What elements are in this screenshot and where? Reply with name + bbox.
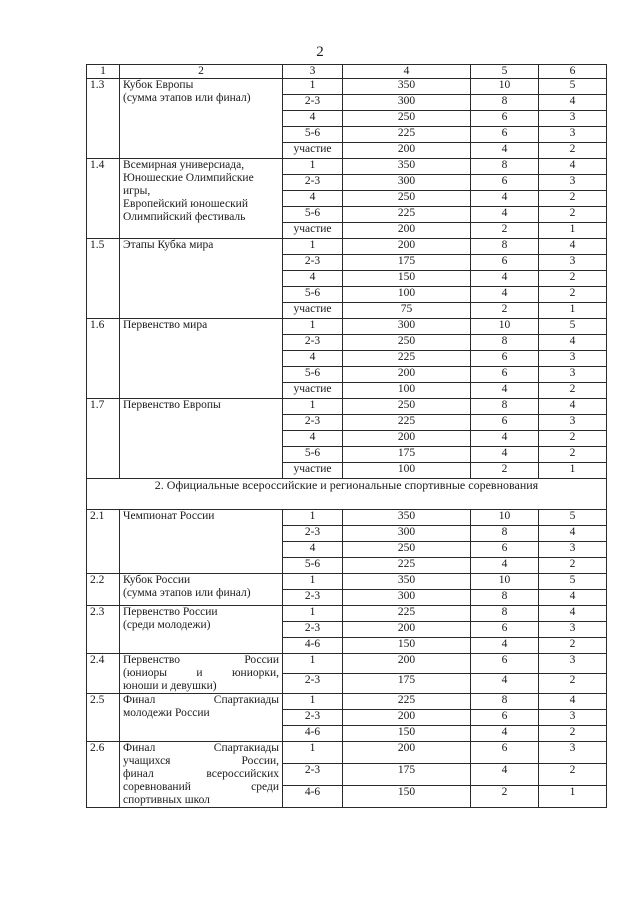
points-6-cell: 5 (539, 319, 607, 335)
table-row (87, 654, 607, 674)
section-heading: 2. Официальные всероссийские и региональные спортивные соревнования (87, 479, 607, 510)
points-4-cell: 200 (343, 431, 471, 447)
points-6-cell: 1 (539, 786, 607, 808)
scoring-table (86, 64, 607, 808)
points-5-cell: 6 (471, 654, 539, 674)
item-number: 1.5 (87, 239, 120, 319)
competition-name (120, 654, 283, 694)
points-4-cell: 350 (343, 79, 471, 95)
competition-name-line: Европейский юношеский (123, 198, 248, 210)
competition-name-line: Финал Спартакиады (123, 742, 279, 754)
points-4-cell: 200 (343, 239, 471, 255)
points-4-cell: 350 (343, 574, 471, 590)
points-4-cell: 175 (343, 764, 471, 786)
points-5-cell: 8 (471, 159, 539, 175)
place-cell: 1 (283, 654, 343, 674)
points-6-cell: 1 (539, 223, 607, 239)
points-6-cell: 4 (539, 239, 607, 255)
table-row (87, 510, 607, 526)
points-5-cell: 10 (471, 574, 539, 590)
place-cell: 2-3 (283, 95, 343, 111)
points-4-cell: 200 (343, 223, 471, 239)
place-cell: 1 (283, 159, 343, 175)
points-4-cell: 250 (343, 191, 471, 207)
points-4-cell: 225 (343, 694, 471, 710)
points-6-cell: 1 (539, 463, 607, 479)
item-number: 2.1 (87, 510, 120, 574)
points-6-cell: 3 (539, 351, 607, 367)
points-6-cell: 3 (539, 175, 607, 191)
points-6-cell: 2 (539, 764, 607, 786)
table-row (87, 79, 607, 95)
points-4-cell: 225 (343, 558, 471, 574)
competition-name (120, 574, 283, 606)
place-cell: 1 (283, 79, 343, 95)
points-5-cell: 6 (471, 710, 539, 726)
points-4-cell: 175 (343, 255, 471, 271)
place-cell: 1 (283, 510, 343, 526)
item-number: 2.4 (87, 654, 120, 694)
competition-name-line: игры, (123, 185, 151, 197)
place-cell: 1 (283, 694, 343, 710)
points-5-cell: 6 (471, 255, 539, 271)
points-5-cell: 6 (471, 622, 539, 638)
points-6-cell: 3 (539, 127, 607, 143)
points-4-cell: 250 (343, 542, 471, 558)
competition-name-line: Кубок России (123, 574, 191, 586)
place-cell: 4 (283, 111, 343, 127)
points-5-cell: 6 (471, 742, 539, 764)
points-4-cell: 300 (343, 95, 471, 111)
points-4-cell: 225 (343, 207, 471, 223)
points-6-cell: 4 (539, 335, 607, 351)
points-6-cell: 2 (539, 271, 607, 287)
points-4-cell: 300 (343, 590, 471, 606)
table-row (87, 319, 607, 335)
column-number-row (87, 65, 607, 79)
points-6-cell: 4 (539, 526, 607, 542)
points-4-cell: 300 (343, 526, 471, 542)
points-6-cell: 3 (539, 542, 607, 558)
points-5-cell: 4 (471, 674, 539, 694)
points-4-cell: 350 (343, 510, 471, 526)
points-4-cell: 200 (343, 742, 471, 764)
place-cell: 1 (283, 399, 343, 415)
points-6-cell: 3 (539, 255, 607, 271)
place-cell: 2-3 (283, 335, 343, 351)
points-4-cell: 150 (343, 786, 471, 808)
points-6-cell: 2 (539, 287, 607, 303)
column-number: 5 (471, 65, 539, 79)
place-cell: 2-3 (283, 526, 343, 542)
place-cell: 1 (283, 606, 343, 622)
place-cell: 4-6 (283, 638, 343, 654)
points-4-cell: 250 (343, 399, 471, 415)
competition-name-line: учащихся России, (123, 755, 279, 767)
points-6-cell: 3 (539, 415, 607, 431)
points-5-cell: 8 (471, 95, 539, 111)
points-6-cell: 2 (539, 447, 607, 463)
place-cell: 2-3 (283, 622, 343, 638)
points-5-cell: 6 (471, 351, 539, 367)
competition-name-line: юноши и девушки) (123, 680, 217, 692)
points-4-cell: 150 (343, 271, 471, 287)
item-number: 2.6 (87, 742, 120, 808)
place-cell: 4 (283, 271, 343, 287)
points-6-cell: 2 (539, 143, 607, 159)
points-5-cell: 8 (471, 606, 539, 622)
points-5-cell: 4 (471, 143, 539, 159)
points-4-cell: 200 (343, 143, 471, 159)
place-cell: участие (283, 143, 343, 159)
points-5-cell: 2 (471, 463, 539, 479)
points-5-cell: 6 (471, 127, 539, 143)
place-cell: 4 (283, 351, 343, 367)
column-number: 4 (343, 65, 471, 79)
competition-name-line: Первенство мира (123, 319, 208, 331)
points-4-cell: 225 (343, 127, 471, 143)
points-4-cell: 75 (343, 303, 471, 319)
points-6-cell: 3 (539, 111, 607, 127)
points-5-cell: 6 (471, 111, 539, 127)
competition-name (120, 159, 283, 239)
page-number: 2 (316, 44, 324, 60)
points-6-cell: 2 (539, 383, 607, 399)
competition-name-line: Финал Спартакиады (123, 694, 279, 706)
points-5-cell: 6 (471, 367, 539, 383)
points-5-cell: 4 (471, 764, 539, 786)
competition-name-line: (юниоры и юниорки, (123, 667, 279, 679)
points-6-cell: 3 (539, 710, 607, 726)
points-5-cell: 6 (471, 542, 539, 558)
competition-name-line: Чемпионат России (123, 510, 215, 522)
points-5-cell: 8 (471, 335, 539, 351)
points-5-cell: 4 (471, 191, 539, 207)
points-6-cell: 3 (539, 742, 607, 764)
points-6-cell: 2 (539, 431, 607, 447)
column-number: 2 (120, 65, 283, 79)
points-6-cell: 5 (539, 79, 607, 95)
points-5-cell: 4 (471, 558, 539, 574)
place-cell: 2-3 (283, 674, 343, 694)
place-cell: 4 (283, 431, 343, 447)
points-6-cell: 2 (539, 726, 607, 742)
place-cell: участие (283, 223, 343, 239)
competition-name (120, 694, 283, 742)
points-4-cell: 200 (343, 654, 471, 674)
place-cell: 1 (283, 742, 343, 764)
points-4-cell: 100 (343, 287, 471, 303)
competition-name-line: Всемирная универсиада, (123, 159, 245, 171)
place-cell: 5-6 (283, 207, 343, 223)
competition-name (120, 742, 283, 808)
place-cell: 2-3 (283, 255, 343, 271)
competition-name-line: Первенство России (123, 654, 279, 666)
points-4-cell: 175 (343, 674, 471, 694)
section-heading-row (87, 479, 607, 510)
points-6-cell: 3 (539, 622, 607, 638)
place-cell: участие (283, 463, 343, 479)
competition-name (120, 399, 283, 479)
points-5-cell: 4 (471, 638, 539, 654)
points-4-cell: 200 (343, 622, 471, 638)
item-number: 2.3 (87, 606, 120, 654)
points-4-cell: 350 (343, 159, 471, 175)
points-5-cell: 4 (471, 287, 539, 303)
item-number: 1.6 (87, 319, 120, 399)
points-4-cell: 225 (343, 606, 471, 622)
points-5-cell: 4 (471, 726, 539, 742)
place-cell: 2-3 (283, 415, 343, 431)
item-number: 2.2 (87, 574, 120, 606)
points-6-cell: 2 (539, 207, 607, 223)
place-cell: 4-6 (283, 786, 343, 808)
points-5-cell: 6 (471, 175, 539, 191)
points-4-cell: 200 (343, 710, 471, 726)
place-cell: 5-6 (283, 127, 343, 143)
points-4-cell: 225 (343, 351, 471, 367)
competition-name-line: Кубок Европы (123, 79, 194, 91)
competition-name-line: Первенство России (123, 606, 218, 618)
competition-name-line: спортивных школ (123, 794, 210, 806)
points-6-cell: 3 (539, 654, 607, 674)
points-6-cell: 4 (539, 399, 607, 415)
points-4-cell: 300 (343, 319, 471, 335)
points-5-cell: 4 (471, 383, 539, 399)
points-4-cell: 300 (343, 175, 471, 191)
competition-name (120, 606, 283, 654)
points-4-cell: 100 (343, 383, 471, 399)
points-5-cell: 8 (471, 239, 539, 255)
points-5-cell: 8 (471, 526, 539, 542)
points-6-cell: 4 (539, 590, 607, 606)
points-5-cell: 10 (471, 319, 539, 335)
points-4-cell: 100 (343, 463, 471, 479)
points-5-cell: 4 (471, 447, 539, 463)
competition-name (120, 239, 283, 319)
competition-name-line: (среди молодежи) (123, 619, 211, 631)
place-cell: 1 (283, 239, 343, 255)
points-4-cell: 200 (343, 367, 471, 383)
table-row (87, 606, 607, 622)
points-6-cell: 3 (539, 367, 607, 383)
points-6-cell: 2 (539, 674, 607, 694)
points-5-cell: 2 (471, 303, 539, 319)
column-number: 1 (87, 65, 120, 79)
place-cell: 5-6 (283, 447, 343, 463)
table-row (87, 399, 607, 415)
place-cell: 2-3 (283, 710, 343, 726)
points-6-cell: 2 (539, 558, 607, 574)
place-cell: 2-3 (283, 590, 343, 606)
place-cell: участие (283, 303, 343, 319)
place-cell: 4-6 (283, 726, 343, 742)
table-row (87, 694, 607, 710)
place-cell: 4 (283, 191, 343, 207)
points-6-cell: 2 (539, 638, 607, 654)
points-4-cell: 250 (343, 335, 471, 351)
table-row (87, 742, 607, 764)
competition-name (120, 319, 283, 399)
column-number: 6 (539, 65, 607, 79)
points-5-cell: 10 (471, 79, 539, 95)
place-cell: 5-6 (283, 367, 343, 383)
table-row (87, 239, 607, 255)
competition-name-line: Первенство Европы (123, 399, 221, 411)
points-5-cell: 4 (471, 207, 539, 223)
item-number: 1.4 (87, 159, 120, 239)
points-5-cell: 10 (471, 510, 539, 526)
place-cell: участие (283, 383, 343, 399)
column-number: 3 (283, 65, 343, 79)
place-cell: 5-6 (283, 287, 343, 303)
points-5-cell: 2 (471, 786, 539, 808)
place-cell: 5-6 (283, 558, 343, 574)
points-5-cell: 4 (471, 271, 539, 287)
table-row (87, 159, 607, 175)
points-6-cell: 1 (539, 303, 607, 319)
item-number: 2.5 (87, 694, 120, 742)
points-6-cell: 5 (539, 510, 607, 526)
points-5-cell: 8 (471, 590, 539, 606)
points-4-cell: 150 (343, 638, 471, 654)
competition-name-line: Этапы Кубка мира (123, 239, 214, 251)
points-4-cell: 150 (343, 726, 471, 742)
points-5-cell: 4 (471, 431, 539, 447)
points-6-cell: 4 (539, 95, 607, 111)
competition-name-line: финал всероссийских (123, 768, 279, 780)
competition-name-line: соревнований среди (123, 781, 279, 793)
points-6-cell: 5 (539, 574, 607, 590)
place-cell: 2-3 (283, 764, 343, 786)
points-6-cell: 2 (539, 191, 607, 207)
item-number: 1.3 (87, 79, 120, 159)
points-4-cell: 225 (343, 415, 471, 431)
item-number: 1.7 (87, 399, 120, 479)
points-5-cell: 6 (471, 415, 539, 431)
competition-name-line: (сумма этапов или финал) (123, 587, 251, 599)
place-cell: 1 (283, 574, 343, 590)
competition-name (120, 510, 283, 574)
points-5-cell: 2 (471, 223, 539, 239)
points-6-cell: 4 (539, 159, 607, 175)
competition-name-line: молодежи России (123, 707, 210, 719)
competition-name-line: (сумма этапов или финал) (123, 92, 251, 104)
place-cell: 2-3 (283, 175, 343, 191)
competition-name-line: Юношеские Олимпийские (123, 172, 254, 184)
points-4-cell: 250 (343, 111, 471, 127)
points-5-cell: 8 (471, 694, 539, 710)
points-6-cell: 4 (539, 694, 607, 710)
table-row (87, 574, 607, 590)
scoring-table-body (87, 65, 607, 808)
points-5-cell: 8 (471, 399, 539, 415)
points-4-cell: 175 (343, 447, 471, 463)
place-cell: 4 (283, 542, 343, 558)
points-6-cell: 4 (539, 606, 607, 622)
competition-name (120, 79, 283, 159)
place-cell: 1 (283, 319, 343, 335)
competition-name-line: Олимпийский фестиваль (123, 211, 246, 223)
